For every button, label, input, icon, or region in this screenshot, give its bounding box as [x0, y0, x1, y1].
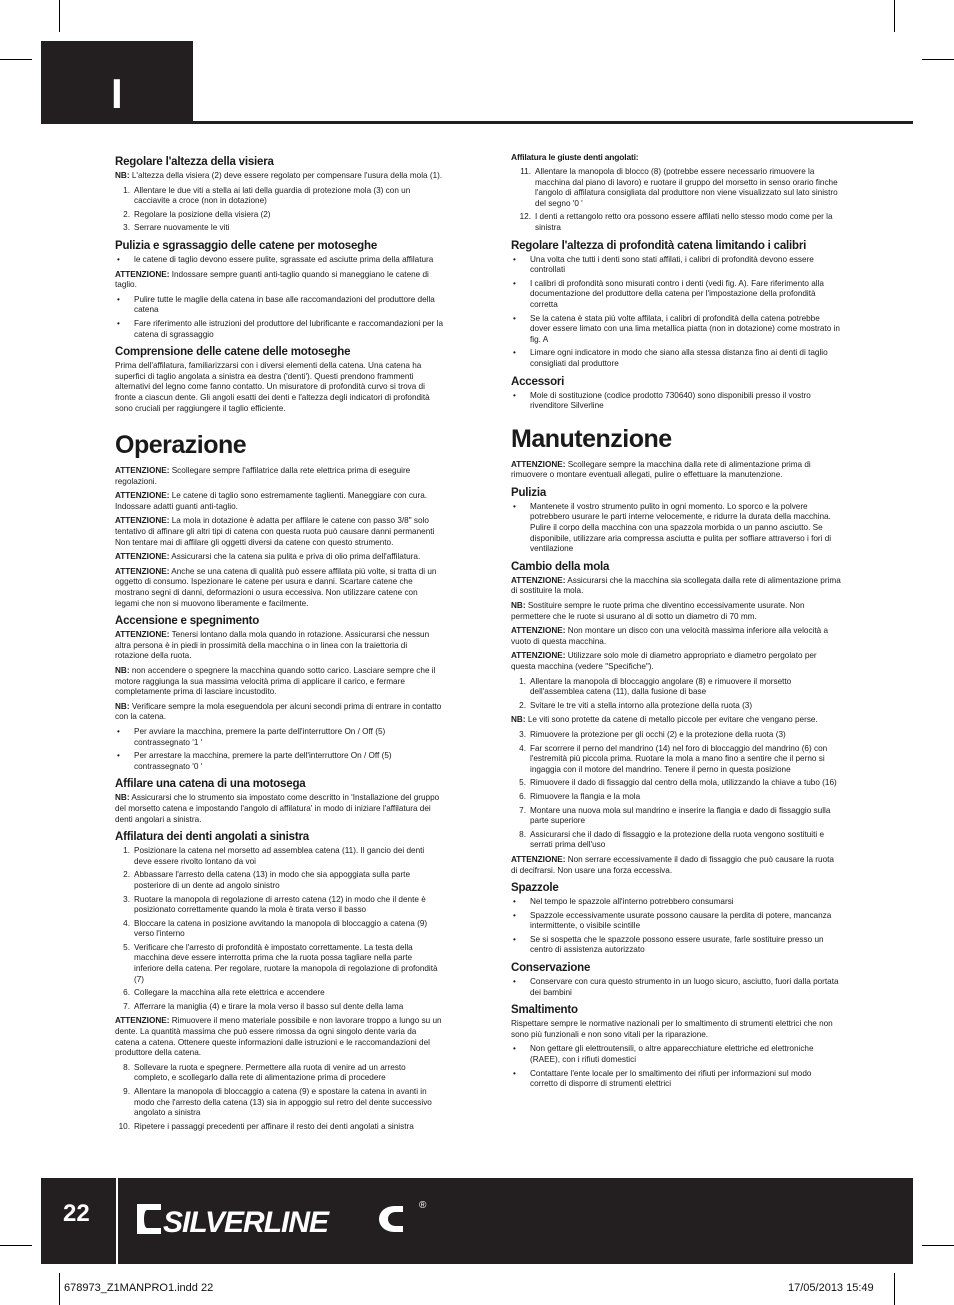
section-title: Regolare l'altezza della visiera	[115, 156, 274, 168]
warning: ATTENZIONE: Scollegare sempre l'affilatrice dalla rete elettrica prima di eseguire regolazioni.	[115, 466, 411, 486]
language-tab	[41, 41, 193, 123]
list-item: 3. Ruotare la manopola di regolazione di arresto catena (12) in modo che il dente è posizionato correttamente quando la mola è tirata verso il basso	[123, 894, 426, 915]
warning: ATTENZIONE: Indossare sempre guanti anti-taglio quando si maneggiano le catene di taglio.	[115, 269, 429, 290]
list-item: 2. Svitare le tre viti a stella intorno alla protezione della ruota (3)	[519, 700, 753, 710]
chapter-title: Operazione	[115, 431, 247, 460]
list-item: 1. Allentare la manopola di bloccaggio angolare (8) e rimuovere il morsetto dell'assemblea catena (11), dalla fusione di base	[519, 676, 792, 697]
bullet-list	[511, 1044, 841, 1089]
chapter-title: Manutenzione	[511, 424, 672, 453]
footer-bar	[41, 1178, 913, 1264]
section-title: Spazzole	[511, 882, 559, 895]
note: NB: Assicurarsi che lo strumento sia impostato come descritto in 'Installazione del gruppo del morsetto catena e impostando l'angolo di affilatura' in modo di iniziare l'affilatura dei denti angolari a sinistra.	[115, 793, 440, 824]
list-item: 6. Collegare la macchina alla rete elettrica e accendere	[123, 988, 325, 998]
section-title: Cambio della mola	[511, 560, 610, 573]
header-rule	[41, 121, 913, 124]
list-item: • Spazzole eccessivamente usurate possono causare la perdita di potere, mancanza intermittente, o visibile scintille	[513, 910, 832, 931]
list-item: • Nel tempo le spazzole all'interno potrebbero consumarsi	[513, 897, 734, 907]
steps-list	[115, 186, 443, 234]
list-item: • Non gettare gli elettroutensili, o altre apparecchiature elettriche ed elettroniche (RAEE), con i rifiuti domestici	[513, 1044, 814, 1065]
list-item: 9. Allentare la manopola di bloccaggio a catena (9) e spostare la catena in avanti in modo che l'arresto della catena (13) sia in appoggio sul retro del dente successivo angolato a sinistra	[123, 1087, 432, 1118]
warning: ATTENZIONE: La mola in dotazione è adatta per affilare le catene con passo 3/8" solo tentativo di affinare gli altri tipi di catena con questa ruota può causare danni permanenti Non tentare mai di affilare gli oggetti diversi da catene con questo strumento.	[115, 516, 435, 547]
list-item: 8. Sollevare la ruota e spegnere. Permettere alla ruota di venire ad un arresto completo, e scollegarlo dalla rete di alimentazione prima di procedere	[123, 1062, 406, 1083]
list-item: 7. Afferrare la maniglia (4) e tirare la mola verso il basso sul dente della lama	[123, 1001, 404, 1011]
bullet-list	[511, 977, 841, 998]
note: NB: Verificare sempre la mola eseguendola per alcuni secondi prima di entrare in contatto con la catena.	[115, 701, 442, 722]
bullet-list	[511, 502, 841, 555]
list-item: • Per arrestare la macchina, premere la parte dell'interruttore On / Off (5) contrassegnato '0 '	[117, 751, 392, 771]
bullet-list	[511, 391, 841, 412]
note: NB: Sostituire sempre le ruote prima che diventino eccessivamente usurate. Non permettere che le ruote si usurano al di sotto un diametro di 70 mm.	[511, 601, 805, 621]
right-column	[511, 150, 841, 1094]
list-item: 2. Abbassare l'arresto della catena (13) in modo che sia appoggiata sulla parte posteriore di un dente ad angolo sinistro	[123, 870, 411, 890]
list-item: 11. Allentare la manopola di blocco (8) (potrebbe essere necessario rimuovere la macchina dal piano di lavoro) e ruotare il gruppo del morsetto in senso orario finche l'angolo di affilatura consigliata dal produttore non viene visualizzato sul lato sinistro del segno '0 '	[520, 167, 838, 208]
section-title: Affilatura dei denti angolati a sinistra	[115, 831, 309, 844]
section-title: Smaltimento	[511, 1004, 578, 1017]
crop-mark	[894, 1273, 895, 1305]
warning: ATTENZIONE: Non montare un disco con una velocità massima inferiore alla velocità a vuoto di questa macchina.	[511, 626, 829, 646]
list-item: 7. Montare una nuova mola sul mandrino e inserire la flangia e dado di fissaggio sulla parte superiore	[519, 805, 831, 826]
warning: ATTENZIONE: Assicurarsi che la macchina sia scollegata dalla rete di alimentazione prima di sostituire la mola.	[511, 575, 841, 596]
list-item: • Se la catena è stata più volte affilata, i calibri di profondità della catena potrebbe dover essere limato con una lima metallica piatta (non in dotazione) come mostrato in fig. A	[513, 313, 840, 344]
warning: ATTENZIONE: Anche se una catena di qualità può essere affilata più volte, si tratta di un oggetto di consumo. Ispezionare le catene per usura e danni. Scartare catene che mostrano segni di danni, deformazioni o usura eccessiva. Non utilizzare catene con legami che non si muovono liberamente e facilmente.	[115, 566, 437, 608]
section-title: Accessori	[511, 375, 565, 388]
steps-list	[115, 1063, 443, 1133]
section-title: Accensione e spegnimento	[115, 615, 260, 628]
file-slug: 678973_Z1MANPRO1.indd 22	[64, 1282, 214, 1294]
warning: ATTENZIONE: Tenersi lontano dalla mola quando in rotazione. Assicurarsi che nessun altra persona è in piedi in prossimità della macchina o in linea con la traiettoria di rotazione della ruota.	[115, 630, 430, 661]
list-item: 4. Far scorrere il perno del mandrino (14) nel foro di bloccaggio del mandrino (6) con l'estremità più piccola prima. Ruotare la mola a mano fino a sentire che il perno si ingaggia con il motore del mandrino. Tenere il perno in questa posizione	[519, 743, 828, 774]
steps-list	[511, 167, 841, 234]
footer-divider	[116, 1178, 118, 1264]
paragraph: Rispettare sempre le normative nazionali per lo smaltimento di strumenti elettrici che non sono più funzionali e non sono vitali per la riparazione.	[511, 1019, 833, 1039]
crop-mark	[59, 0, 60, 32]
list-item: 3. Rimuovere la protezione per gli occhi (2) e la protezione della ruota (3)	[519, 729, 786, 739]
bullet-list	[115, 727, 443, 772]
registered-mark: ®	[419, 1200, 427, 1211]
list-item: 5. Rimuovere il dado di fissaggio dal centro della mola, utilizzando la chiave a tubo (16)	[519, 778, 837, 788]
warning: ATTENZIONE: Rimuovere il meno materiale possibile e non lavorare troppo a lungo su un dente. La quantità massima che può essere rimossa da ogni singolo dente varia da catena a catena. Ottenere queste informazioni dalle istruzioni e le raccomandazioni del produttore della catena.	[115, 1016, 442, 1058]
section-title: Regolare l'altezza di profondità catena limitando i calibri	[511, 239, 807, 252]
list-item: 3. Serrare nuovamente le viti	[123, 223, 230, 233]
steps-list	[115, 846, 443, 1012]
list-item: • Contattare l'ente locale per lo smaltimento dei rifiuti per informazioni sul modo corretto di disporre di strumenti elettrici	[513, 1068, 812, 1089]
list-item: • Mantenete il vostro strumento pulito in ogni momento. Lo sporco e la polvere potrebbero usurare le parti interne velocemente, e ridurre la durata della macchina. Pulire il corpo della macchina con una spazzola morbida o un panno asciutto. Se disponibile, utilizzare aria compressa asciutta e pulita per soffiare attraverso i fori di ventilazione	[513, 501, 832, 554]
list-item: • Mole di sostituzione (codice prodotto 730640) sono disponibili presso il vostro rivenditore Silverline	[513, 390, 811, 411]
brand-wordmark: SILVERLINE	[163, 1206, 329, 1239]
list-item: 1. Posizionare la catena nel morsetto ad assemblea catena (11). Il gancio dei denti deve essere rivolto lontano da voi	[123, 846, 425, 866]
list-item: • I calibri di profondità sono misurati contro i denti (vedi fig. A). Fare riferimento alla documentazione del produttore della catena per l'impostazione della profondità corretta	[513, 278, 824, 309]
crop-mark	[0, 59, 32, 60]
list-item: 2. Regolare la posizione della visiera (2)	[123, 209, 271, 219]
list-item: • le catene di taglio devono essere pulite, sgrassate ed asciutte prima della affilatura	[117, 254, 434, 264]
warning: ATTENZIONE: Scollegare sempre la macchina dalla rete di alimentazione prima di rimuovere o montare eventuali allegati, pulire o effettuare la manutenzione.	[511, 459, 811, 480]
bullet-list	[115, 295, 443, 340]
list-item: • Conservare con cura questo strumento in un luogo sicuro, asciutto, fuori dalla portata dei bambini	[513, 977, 839, 997]
list-item: 6. Rimuovere la flangia e la mola	[519, 791, 641, 801]
bullet-list	[511, 897, 841, 956]
list-item: 1. Allentare le due viti a stella ai lati della guardia di protezione mola (3) con un cacciavite a croce (non in dotazione)	[123, 185, 411, 206]
warning: ATTENZIONE: Utilizzare solo mole di diametro appropriato e diametro pergolato per questa macchina (vedere "Specifiche").	[511, 651, 817, 671]
list-item: 12. I denti a rettangolo retto ora possono essere affilati nello stesso modo come per la sinistra	[519, 212, 833, 232]
crop-mark	[0, 1245, 32, 1246]
section-title: Pulizia	[511, 486, 547, 499]
crop-mark	[59, 1273, 60, 1305]
list-item: 10. Ripetere i passaggi precedenti per affinare il resto dei denti angolati a sinistra	[118, 1121, 414, 1131]
list-item: 8. Assicurarsi che il dado di fissaggio e la protezione della ruota vengono sostituiti e serrati prima dell'uso	[519, 829, 825, 850]
section-title: Comprensione delle catene delle motoseghe	[115, 346, 351, 359]
bullet-list	[115, 255, 443, 266]
warning: ATTENZIONE: Non serrare eccessivamente il dado di fissaggio che può causare la ruota di decifrarsi. Non usare una forza eccessiva.	[511, 854, 834, 875]
note: NB: non accendere o spegnere la macchina quando sotto carico. Lasciare sempre che il motore raggiunga la sua massima velocità prima di applicare il carico, e fermare completamente prima di lasciare incustodito.	[115, 666, 436, 697]
steps-list	[511, 730, 841, 851]
list-item: 5. Verificare che l'arresto di profondità è impostato correttamente. La testa della macchina deve essere interrotta prima che la ruota possa tagliare nella parte inferiore della catena. Per regolare, ruotare la manopola di regolazione di profondità (7)	[123, 942, 438, 984]
crop-mark	[894, 0, 895, 32]
list-item: • Pulire tutte le maglie della catena in base alle raccomandazioni del produttore della catena	[117, 294, 435, 315]
list-item: • Se si sospetta che le spazzole possono essere usurate, farle sostituire presso un centro di assistenza autorizzato	[513, 934, 824, 955]
list-item: • Limare ogni indicatore in modo che siano alla stessa distanza fino ai denti di taglio consigliati dal produttore	[513, 348, 828, 368]
list-item: • Per avviare la macchina, premere la parte dell'interruttore On / Off (5) contrassegnato '1 '	[117, 726, 386, 747]
warning: ATTENZIONE: Le catene di taglio sono estremamente taglienti. Maneggiare con cura. Indossare adatti guanti anti-taglio.	[115, 491, 428, 511]
warning: ATTENZIONE: Assicurarsi che la catena sia pulita e priva di olio prima dell'affilatura.	[115, 552, 421, 562]
note: NB: Le viti sono protette da catene di metallo piccole per evitare che vengano perse.	[511, 715, 818, 725]
paragraph: Prima dell'affilatura, familiarizzarsi con i diversi elementi della catena. Una catena ha superfici di taglio angolata a sinistra ea destra ('denti'). Questi prendono frammenti alternativi del legno come fanno contatto. Un misuratore di profondità curvo si trova di fronte a ciascun dente. Gli angoli esatti dei denti e l'altezza degli indicatori di profondità sono cruciali per raggiungere il taglio efficiente.	[115, 361, 430, 413]
section-title: Conservazione	[511, 962, 591, 975]
page-number: 22	[63, 1200, 90, 1227]
list-item: • Fare riferimento alle istruzioni del produttore del lubrificante e raccomandazioni per la catena di sgrassaggio	[117, 318, 444, 339]
date-slug: 17/05/2013 15:49	[788, 1282, 874, 1294]
bullet-list	[511, 255, 841, 370]
left-column	[115, 150, 443, 1136]
section-title: Affilatura le giuste denti angolati:	[511, 152, 639, 162]
silverline-logo	[133, 1192, 433, 1246]
section-title: Affilare una catena di una motosega	[115, 778, 306, 791]
list-item: 4. Bloccare la catena in posizione avvitando la manopola di bloccaggio a catena (9) verso l'interno	[123, 918, 428, 939]
note: NB: L'altezza della visiera (2) deve essere regolato per compensare l'usura della mola (1).	[115, 171, 443, 180]
language-code: I	[111, 70, 123, 117]
list-item: • Una volta che tutti i denti sono stati affilati, i calibri di profondità devono essere controllati	[513, 254, 814, 275]
steps-list	[511, 677, 841, 712]
crop-mark	[922, 59, 954, 60]
section-title: Pulizia e sgrassaggio delle catene per motoseghe	[115, 239, 378, 252]
crop-mark	[922, 1245, 954, 1246]
